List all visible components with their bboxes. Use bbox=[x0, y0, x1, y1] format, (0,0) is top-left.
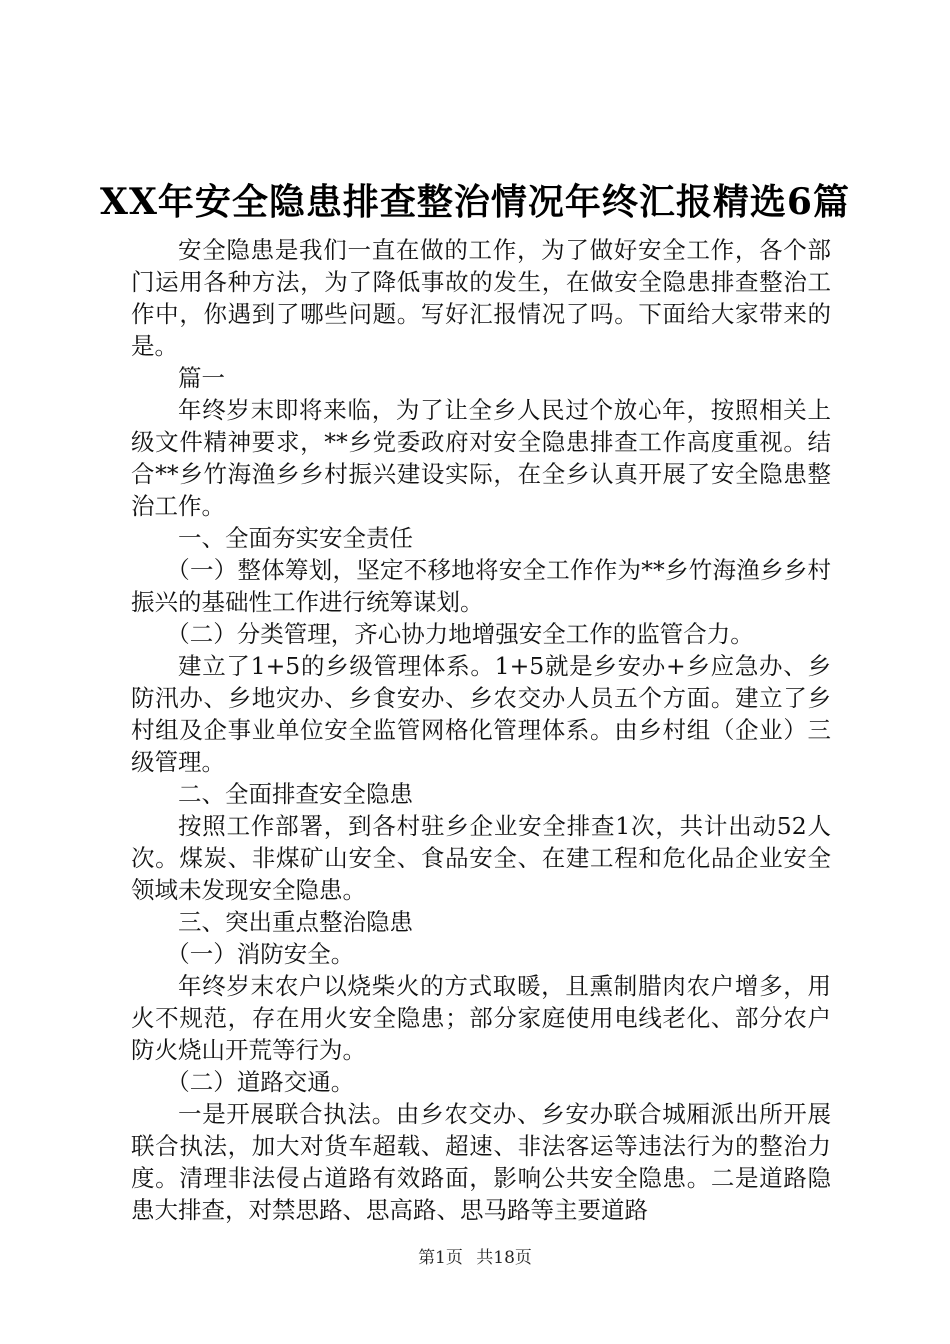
sub-item: （二）道路交通。 bbox=[166, 1068, 355, 1096]
section-heading: 三、突出重点整治隐患 bbox=[178, 908, 413, 936]
paragraph: 建立了1+5的乡级管理体系。1+5就是乡安办+乡应急办、乡防汛办、乡地灾办、乡食安办、乡农交办人员五个方面。建立了乡村组及企事业单位安全监管网格化管理体系。由乡村组（企业）三级管理。 bbox=[131, 652, 831, 776]
page-total: 共18页 bbox=[476, 1248, 532, 1268]
page-footer bbox=[0, 1243, 950, 1268]
sub-item: （一）整体筹划，坚定不移地将安全工作作为**乡竹海渔乡乡村振兴的基础性工作进行统筹谋划。 bbox=[131, 556, 831, 616]
sub-item: （一）消防安全。 bbox=[166, 940, 355, 968]
paragraph: 按照工作部署，到各村驻乡企业安全排查1次，共计出动52人次。煤炭、非煤矿山安全、食品安全、在建工程和危化品企业安全领域未发现安全隐患。 bbox=[131, 812, 831, 904]
paragraph: 年终岁末即将来临，为了让全乡人民过个放心年，按照相关上级文件精神要求，**乡党委政府对安全隐患排查工作高度重视。结合**乡竹海渔乡乡村振兴建设实际，在全乡认真开展了安全隐患整治工作。 bbox=[131, 396, 831, 520]
paragraph-intro: 安全隐患是我们一直在做的工作，为了做好安全工作，各个部门运用各种方法，为了降低事故的发生，在做安全隐患排查整治工作中，你遇到了哪些问题。写好汇报情况了吗。下面给大家带来的是。 bbox=[131, 236, 831, 360]
document-title: XX年安全隐患排查整治情况年终汇报精选6篇 bbox=[100, 181, 850, 223]
section-heading: 二、全面排查安全隐患 bbox=[178, 780, 413, 808]
page-number: 第1页 bbox=[418, 1248, 463, 1268]
paragraph: 年终岁末农户以烧柴火的方式取暖，且熏制腊肉农户增多，用火不规范，存在用火安全隐患；部分家庭使用电线老化、部分农户防火烧山开荒等行为。 bbox=[131, 972, 831, 1064]
document-body bbox=[131, 234, 831, 1226]
sub-item: （二）分类管理，齐心协力地增强安全工作的监管合力。 bbox=[166, 620, 754, 648]
section-heading: 一、全面夯实安全责任 bbox=[178, 524, 413, 552]
paragraph: 一是开展联合执法。由乡农交办、乡安办联合城厢派出所开展联合执法，加大对货车超载、超速、非法客运等违法行为的整治力度。清理非法侵占道路有效路面，影响公共安全隐患。二是道路隐患大排查，对禁思路、思高路、思马路等主要道路 bbox=[131, 1100, 831, 1224]
section-heading: 篇一 bbox=[178, 364, 225, 392]
